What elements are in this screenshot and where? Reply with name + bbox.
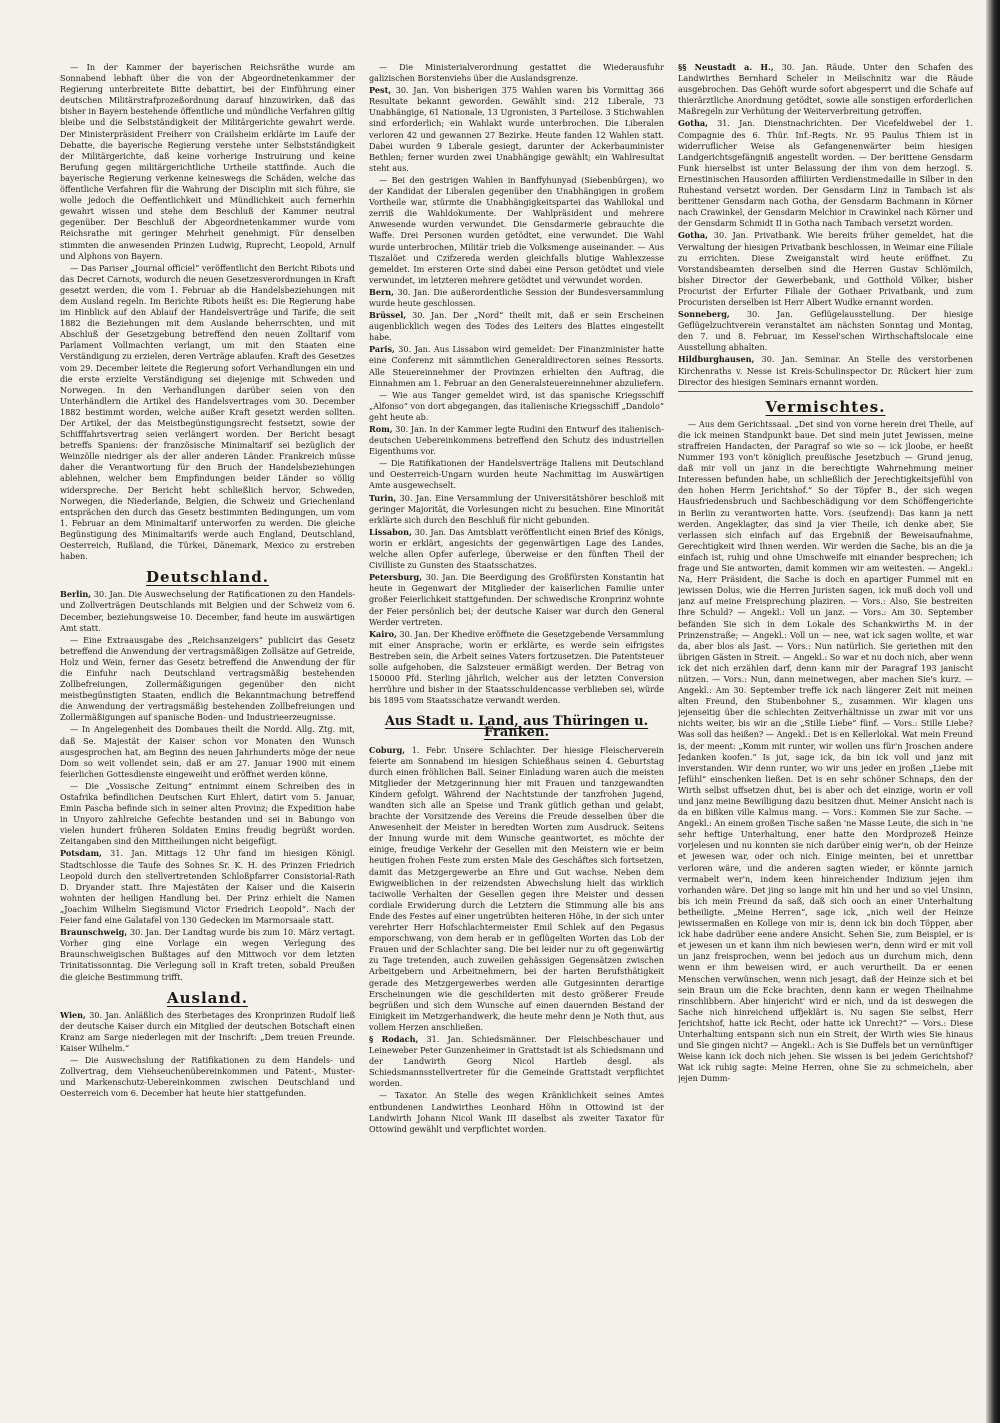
news-item	[369, 572, 664, 627]
dateline: Gotha,	[678, 230, 708, 241]
news-item	[60, 927, 355, 982]
dateline: Petersburg,	[369, 572, 423, 583]
dateline: Berlin,	[60, 589, 92, 600]
news-item-text: 30. Jan. Die Auswechselung der Ratificationen zu den Handels- und Zollverträgen Deutschlands mit Belgien und der Schweiz vom 6. December, beziehungsweise 10. December, fand heute im auswärtigen Amt statt.	[60, 589, 355, 633]
dateline: Brüssel,	[369, 310, 407, 321]
dateline: Pest,	[369, 85, 392, 96]
article-paragraph: — Eine Extraausgabe des „Reichsanzeigers“ publicirt das Gesetz betreffend die Anwendung der vertragsmäßigen Zollsätze auf Getreide, Holz und Wein, ferner das Gesetz betreffend die Anwendung der für die Einfuhr nach Deutschland vertragsmäßig bestehenden Zollbefreiungen, Zollermäßigungen gegenüber den nicht meistbegünstigten Staaten, endlich die Bekanntmachung betreffend die Anwendung der vertragsmäßig bestehenden Zollbefreiungen und Zollermäßigungen auf spanische Boden- und Industrieerzeugnisse.	[60, 634, 355, 723]
dateline: Gotha,	[678, 118, 708, 129]
news-item	[369, 527, 664, 571]
section-heading: Aus Stadt u. Land, aus Thüringen u. Franken.	[384, 714, 649, 741]
news-item	[369, 310, 664, 343]
news-item-text: 31. Jan. Dienstnachrichten. Der Vicefeldwebel der 1. Compagnie des 6. Thür. Inf.-Regts. Nr. 95 Paulus Thiem ist in widerruflicher Weise als Gefangenenwärter beim hiesigen Landgerichtsgefängniß angestellt worden. — Der berittene Gensdarm Funk hierselbst ist unter Belassung der ihm von dem herzogl. S. Ernestinischen Hausorden affiliirten Verdienstmedaille in Silber in den Ruhestand versetzt worden. Der Gensdarm Linz in Tambach ist als berittener Gensdarm nach Gotha, der Gensdarm Bachmann in Körner nach Crawinkel, der Gensdarm Melchior in Crawinkel nach Körner und der Gensdarm Schmidt II in Gotha nach Tambach versetzt worden.	[678, 118, 973, 229]
news-item	[369, 745, 664, 1033]
dateline: Wien,	[60, 1009, 86, 1020]
section-divider	[678, 391, 973, 392]
news-item-text: 30. Jan. Seminar. An Stelle des verstorbenen Kirchenraths v. Nesse ist Kreis-Schulinspector Dr. Rückert hier zum Director des hiesigen Seminars ernannt worden.	[678, 354, 973, 387]
news-item	[369, 344, 664, 388]
news-item-text: 31. Jan. Schiedsmänner. Der Fleischbeschauer und Leineweber Peter Gunzenheimer in Grattstadt ist als Schiedsmann und der Landwirth Georg Nicol Hartleb desgl. als Schiedsmannsstellvertreter für die Gemeinde Grattstadt verpflichtet worden.	[369, 1033, 664, 1089]
dateline: Hildburghausen,	[678, 354, 755, 365]
article-paragraph: — Die „Vossische Zeitung“ entnimmt einem Schreiben des in Ostafrika befindlichen Deutschen Kurt Ehlert, datirt vom 5. Januar, Emin Pascha befinde sich in seiner alten Provinz; die Expedition habe in Unyoro zahlreiche Gefechte bestanden und sei in Babungo von vielen hundert früheren Soldaten Emins freudig begrüßt worden. Zeitangaben sind den Mittheilungen nicht beigefügt.	[60, 780, 355, 847]
dateline: §§ Neustadt a. H.,	[678, 62, 774, 72]
article-paragraph: — Die Ratifikationen der Handelsverträge Italiens mit Deutschland und Oesterreich-Ungarn wurden heute Nachmittag im Auswärtigen Amte ausgewechselt.	[369, 458, 664, 491]
news-item-text: 30. Jan. Der Khedive eröffnete die Gesetzgebende Versammlung mit einer Ansprache, worin er erklärte, es werde sein eifrigstes Bestreben sein, die Arbeit seines Vaters fortzusetzen. Die Patentsteuer solle aufgehoben, die Salzsteuer ermäßigt werden. Der Betrag von 150000 Pfd. Sterling jährlich, welcher aus der letzten Conversion herrühre und bisher in der Staatsschuldencasse verblieben sei, würde bis 1895 vom Staatsschatze verwandt werden.	[369, 628, 664, 706]
dateline: Potsdam,	[60, 848, 102, 859]
dateline: Turin,	[369, 492, 397, 503]
article-paragraph: — Aus dem Gerichtssaal. „Det sind von vorne herein drei Theile, auf die ick meinen Standpunkt baue. Det sind mein jutet Jewissen, meine straffreien Handacten, der Paragraf so wie so — ick jloobe, er heeßt Nummer 193 von't königlich preußische Jesetzbuch — Grund jenug, daß mir voll un janz in die berechtigte Wahrnehmung meiner Interessen befunden habe, un schließlich der Jerechtigkeitsjefühl von den hohen Herrn Jerichtshof.“ So der Töpfer B., der sich wegen Hausfriedensbruch und Sachbeschädigung vor dem Schöffengerichte in Berlin zu verantworten hatte. Vors. (seufzend): Das kann ja nett werden. Angeklagter, das sind ja vier Theile, ich denke aber, Sie verlassen sich einfach auf das Ergebniß der Beweisaufnahme, Gerechtigkeit wird Ihnen werden. Wir werden die Sache, bis an die ja einfach ist, ruhig und ohne Umschweife mit einander besprechen; ich frage und Sie antworten, damit kommen wir am weitesten. — Angekl.: Na, Herr Präsident, die Sache is doch en apartiger Fummel mit en jewissen Dolus, wie die Herren Juristen sagen, ick muß doch voll und janz auf meine Freisprechung plaziren. — Vors.: Also, Sie bestreiten Ihre Schuld? — Angekl.: Voll un janz. — Vors.: Am 30. September befanden Sie sich in dem Lokale des Schankwirths M. in der Prinzenstraße; — Angekl.: Voll un — nee, wat ick sagen wollte, et war da, aber blos als Jast. — Vors.: Nun natürlich. Sie geriethen mit den übrigen Gästen in Streit. — Angekl.: So war et nu doch nich, aber wenn ick det nich erzählen darf, denn kann mir der Paragraf 193 janischt nützen. — Vors.: Nun, dann meinetwegen, aber machen Sie's kurz. — Angekl.: Am 30. September treffe ick nach längerer Zeit mit meinen alten Freund, den Stubenbohner S., zusammen. Wir klagen uns jejenseitig über die schlechten Zeitverhältnisse un zwar mit vor uns nichts weiter, bis wir an die „Stille Liebe“ fünf. — Vors.: Stille Liebe? Was soll das heißen? — Angekl.: Det is en Kellerlokal. Wat mein Freund is, der meent: „Komm mit runter, wir wollen uns für'n Jroschen andere Jedanken koofen.“ Is jut, sage ick, da bin ick voll und janz mit inverstanden. Wir denn runter, wo wir uns jeder en jroßen „Liebe mit Jefühl“ einschenken ließen. Det is en sehr schöner Schnaps, den der Wirth selbst uffsetzen dhut, bei is aber och det einzige, worin er voll und janz meine Bewilligung dazu besitzen dhut. Meiner Ansicht nach is da en bißken ville Kalmus mang. — Vors.: Kommen Sie zur Sache. — Angekl.: An einem großen Tische saßen 'ne Masse Leute, die sich in 'ne sehr heftige Unterhaltung, ener hatte den Mordprozeß Heinze vorjelesen und nu konnten sie nich darüber einig wer'n, ob der Heinze et jewesen war, oder och nich. Einige meinten, bei et unrettbar verloren wäre, und die anderen sagten wieder, er könnte jarnich vermabelt wer'n, indem keen hinreichender Indizium jejen ihm vorhanden wäre. Det jing so lange mit hin und her und so viel Unsinn, bis ich mein Freund da saß, daß sich ooch an einer Unterhaltung betheiligte. „Meine Herren“, sage ick, „nich weil der Heinze jewissermaßen en Kollege von mir is, denn ick bin doch Töpper, aber ick habe dadrüber eene andere Ansicht. Sehen Sie, zum Beispiel, er is et jewesen un et kann ihm nich bewiesen wer'n, denn wird er mit voll un janz freisprochen, wenn bei jedoch aus un durchum mich, denn wenn er ihm beweisen wird, er auch verurtheilt. Da er eenen Menschen verwünschen, wenn nich jesagt, daß der Heinze sich et bei sein Braun um die Ecke brachten, denn kann er wegen Theilnahme rinschlibbern. Aber hinjericht' wird er nich, und da ist deswegen die Sache nich hinreichend uffjeklärt is. Nu sagen Sie selbst, Herr Jerichtshof, hatte ick Recht, oder hatte ick Unrecht?“ — Vors.: Diese Unterhaltung entspann sich nun ein Streit, der Wirth wies Sie hinaus und Sie gingen nicht? — Angekl.: Ach is Sie Duffels bet un vernünftiger Weise kann ick doch nich jehen. Sie wissen is bei jedem Gerichtshof? Wat ick ruhig sagte: Meine Herren, ohne Sie zu schmeicheln, aber jejen Dumm-	[678, 418, 973, 1084]
news-item	[678, 118, 973, 229]
dateline: § Rodach,	[369, 1033, 419, 1044]
news-item	[369, 629, 664, 707]
news-item	[369, 493, 664, 526]
news-item-text: 31. Jan. Mittags 12 Uhr fand im hiesigen Königl. Stadtschlosse die Taufe des Sohnes Sr. K. H. des Prinzen Friedrich Leopold durch den stellvertretenden Schloßpfarrer Consistorial-Rath D. Dryander statt. Ihre Majestäten der Kaiser und die Kaiserin wohnten der heiligen Handlung bei. Der Prinz erhielt die Namen „Joachim Wilhelm Siegismund Victor Friedrich Leopold“. Nach der Feier fand eine Galatafel von 130 Gedecken im Marmorsaale statt.	[60, 848, 355, 926]
dateline: Paris,	[369, 344, 395, 355]
news-item	[678, 230, 973, 308]
news-item-text: 30. Jan. In der Kammer legte Rudini den Entwurf des italienisch-deutschen Uebereinkommens betreffend den Schutz des industriellen Eigenthums vor.	[369, 424, 664, 457]
column-right	[678, 62, 973, 1407]
news-item	[60, 848, 355, 926]
news-item	[678, 354, 973, 387]
news-item-text: 30. Jan. Der „Nord“ theilt mit, daß er sein Erscheinen augenblicklich wegen des Todes des Leiters des Blattes eingestellt habe.	[369, 310, 664, 343]
article-paragraph: — In der Kammer der bayerischen Reichsräthe wurde am Sonnabend lebhaft über die von der Abgeordnetenkammer der Regierung unterbreitete Bitte debattirt, bei der Einführung einer deutschen Militärstrafprozeßordnung darauf hinzuwirken, daß das bisher in Bayern bestehende öffentliche und mündliche Verfahren giltig bleibe und die Selbstständigkeit der Militärgerichte gewahrt werde. Der Ministerpräsident Freiherr von Crailsheim erklärte im Laufe der Debatte, die bayerische Regierung verstehe unter Selbstständigkeit der Militärgerichte, daß keine vorherige Instruirung und keine Berufung gegen militärgerichtliche Urtheile stattfinde. Auch die bayerische Regierung verkenne keineswegs die Schäden, welche das öffentliche Verfahren für die Wahrung der Disciplin mit sich führe, sie wolle jedoch die Oeffentlichkeit und Mündlichkeit auch fernerhin gewahrt wissen und stehe dem Beschluß der Kammer neutral gegenüber. Der Beschluß der Abgeordnetenkammer wurde vom Reichsrathe mit geringer Mehrheit genehmigt. Für denselben stimmten die anwesenden Prinzen Ludwig, Ruprecht, Leopold, Arnulf und Alphons von Bayern.	[60, 62, 355, 261]
dateline: Sonneberg,	[678, 309, 730, 320]
news-item	[369, 287, 664, 309]
news-item-text: 30. Jan. Von bisherigen 375 Wahlen waren bis Vormittag 366 Resultate bekannt geworden. Gewählt sind: 212 Liberale, 73 Unabhängige, 61 Nationale, 13 Ugronisten, 3 Parteilose. 3 Stichwahlen sind erforderlich; ein Wahlakt wurde unterbrochen. Die Liberalen verloren 42 und gewannen 27 Bezirke. Heute fanden 12 Wahlen statt. Dabei wurden 9 Liberale gesiegt, darunter der Ackerbauminister Bethlen; ferner wurden zwei Unabhängige gewählt; ein Wahlresultat steht aus.	[369, 85, 664, 173]
dateline: Kairo,	[369, 628, 397, 639]
article-paragraph: — Die Ministerialverordnung gestattet die Wiederausfuhr galizischen Borstenviehs über die Auslandsgrenze.	[369, 62, 664, 84]
news-item-text: 30. Jan. Geflügelausstellung. Der hiesige Geflügelzuchtverein veranstaltet am nächsten Sonntag und Montag, den 7. und 8. Februar, im Kessel'schen Wirthschaftslocale eine Ausstellung abhalten.	[678, 309, 973, 353]
news-item-text: 30. Jan. Die außerordentliche Session der Bundesversammlung wurde heute geschlossen.	[369, 286, 664, 308]
column-middle	[369, 62, 664, 1407]
section-heading: Vermischtes.	[765, 397, 886, 416]
news-item-text: 30. Jan. Aus Lissabon wird gemeldet: Der Finanzminister hatte eine Conferenz mit sämmtlichen Generaldirectoren seines Ressorts. Alle Steuereinnehmer der Provinzen erhielten den Auftrag, die Einnahmen am 1. Februar an den Generalsteuereinnehmer abzuliefern.	[369, 344, 664, 388]
article-paragraph: — Die Auswechslung der Ratifikationen zu dem Handels- und Zollvertrag, dem Viehseuchenübereinkommen und Patent-, Muster- und Markenschutz-Uebereinkommen zwischen Deutschland und Oesterreich vom 6. December hat heute hier stattgefunden.	[60, 1055, 355, 1099]
column-left	[60, 62, 355, 1407]
article-paragraph: — Bei den gestrigen Wahlen in Banffyhunyad (Siebenbürgen), wo der Kandidat der Liberalen gegenüber den Unabhängigen in großem Vortheile war, stürmte die Unabhängigkeitspartei das Wahllokal und zerriß die Wahldokumente. Der Wahlpräsident und mehrere Anwesende wurden verwundet. Die Gensdarmerie gebrauchte die Waffe. Drei Personen wurden getödtet, eine verwundet. Die Wahl wurde unterbrochen, Militär trieb die Volksmenge auseinander. — Aus Tiszalöet und Czifzereda werden gleichfalls blutige Wahlexzesse gemeldet. Im ersteren Orte sind dabei eine Person getödtet und viele verwundet, im letzteren mehrere getödtet und verwundet worden.	[369, 174, 664, 285]
dateline: Coburg,	[369, 744, 406, 755]
news-item	[678, 309, 973, 353]
news-item	[369, 424, 664, 457]
news-item-text: 30. Jan. Der Landtag wurde bis zum 10. März vertagt. Vorher ging eine Vorlage ein wegen Verlegung des Braunschweigischen Bußtages auf den Mittwoch vor dem letzten Trinitatissonntag. Die Verlegung soll in Kraft treten, sobald Preußen die gleiche Bestimmung trifft.	[60, 927, 355, 982]
news-item	[369, 1034, 664, 1089]
section-heading: Deutschland.	[146, 568, 269, 587]
article-paragraph: — Taxator. An Stelle des wegen Kränklichkeit seines Amtes entbundenen Landwirthes Leonhard Höhn in Ottowind ist der Landwirth Johann Nicol Wank III daselbst als zweiter Taxator für Ottowind gewählt und verpflichtet worden.	[369, 1090, 664, 1134]
dateline: Rom,	[369, 424, 393, 434]
page-edge-shadow	[986, 0, 1000, 1423]
news-item-text: 30. Jan. Die Beerdigung des Großfürsten Konstantin hat heute in Gegenwart der Mitglieder der kaiserlichen Familie unter großer Feierlichkeit stattgefunden. Der schwedische Kronprinz wohnte der Feier persönlich bei; der deutsche Kaiser war durch den General Werder vertreten.	[369, 572, 664, 627]
article-paragraph: — Wie aus Tanger gemeldet wird, ist das spanische Kriegsschiff „Alfonso“ von dort abgegangen, das italienische Kriegsschiff „Dandolo“ geht heute ab.	[369, 389, 664, 422]
news-item-text: 30. Jan. Räude. Unter den Schafen des Landwirthes Bernhard Scheler in Meilschnitz war die Räude ausgebrochen. Das Gehöft wurde sofort abgesperrt und die Schafe auf thierärztliche Anordnung getödtet, sowie alle sonstigen erforderlichen Maßregeln zur Verhütung der Weiterverbreitung getroffen.	[678, 62, 973, 117]
news-item-text: 30. Jan. Privatbank. Wie bereits früher gemeldet, hat die Verwaltung der hiesigen Privatbank beschlossen, in Weimar eine Filiale zu errichten. Diese Zweiganstalt wird heute eröffnet. Zu Vorstandsbeamten derselben sind die Herren Gustav Schlömilch, bisher Director der Gewerbebank, und Gotthold Völker, bisher Procurist der Erfurter Filiale der Gothaer Privatbank, und zum Procuristen derselben ist Herr Albert Wudke ernannt worden.	[678, 230, 973, 307]
news-item	[60, 1010, 355, 1054]
section-heading: Ausland.	[166, 988, 249, 1007]
news-item-text: 30. Jan. Anläßlich des Sterbetages des Kronprinzen Rudolf ließ der deutsche Kaiser durch ein Mitglied der deutschen Botschaft einen Kranz am Sarge niederlegen mit der Inschrift: „Dem treuen Freunde. Kaiser Wilhelm.“	[60, 1009, 355, 1053]
news-item-text: 30. Jan. Das Amtsblatt veröffentlicht einen Brief des Königs, worin er erklärt, angesichts der gegenwärtigen Lage des Landes, welche allen Opfer auferlege, überweise er den fünften Theil der Civilliste zu Gunsten des Staatsschatzes.	[369, 526, 664, 571]
dateline: Braunschweig,	[60, 927, 128, 938]
article-paragraph: — In Angelegenheit des Dombaues theilt die Nordd. Allg. Ztg. mit, daß Se. Majestät der Kaiser schon vor Monaten den Wunsch ausgesprochen hat, am Beginn des neuen Jahrhunderts möge der neue Dom so weit vollendet sein, daß er am 27. Januar 1900 mit einem feierlichen Gottesdienste eingeweiht und eröffnet werden könne.	[60, 724, 355, 779]
article-paragraph: — Das Pariser „Journal officiel“ veröffentlicht den Bericht Ribots und das Decret Carnots, wodurch die neuen Gesetzesverordnungen in Kraft gesetzt werden, die vom 1. Februar ab die Handelsbeziehungen mit dem Ausland regeln. Im Berichte Ribots heißt es: Die Regierung habe im Hinblick auf den Ablauf der Handelsverträge und Tarife, die seit 1882 die Beziehungen mit dem Auslande beherrschten, und mit Abschluß der Gesetzgebung betreffend den neuen Zolltarif vom Parlament Vollmachten verlangt, um mit den Staaten eine Verständigung zu erzielen, deren Verträge ablaufen. Kraft des Gesetzes vom 29. December leitete die Regierung sofort Verhandlungen ein und die erste erzielte Verständigung sei diejenige mit Schweden und Norwegen. In den Verhandlungen darüber seien von den Unterhändlern die Artikel des Handelsvertrages vom 30. December 1882 bestimmt worden, welche außer Kraft gesetzt werden sollten. Der Artikel, der das Meistbegünstigungsrecht festsetzt, sowie der Schifffahrtsvertrag seien verlängert worden. Der Bericht besagt betreffs Spaniens: der französische Minimaltarif sei bezüglich der Weinzölle niedriger als der aller anderen Länder. Frankreich müsse daher die Verantwortung für den Bruch der Handelsbeziehungen ablehnen, welcher bem Empfindungen beider Länder so völlig widerspreche. Der Bericht hebt schließlich hervor, Schweden, Norwegen, die Niederlande, Belgien, die Schweiz und Griechenland entsprächen den durch das Gesetz bestimmten Bedingungen, um vom 1. Februar an dem Minimaltarif unterworfen zu werden. Die gleiche Begünstigung des Minimaltarifs werde auch England, Deutschland, Oesterreich, Rußland, die Türkei, Dänemark, Mexico zu erstreben haben.	[60, 262, 355, 562]
news-item-text: 1. Febr. Unsere Schlachter. Der hiesige Fleischerverein feierte am Sonnabend im hiesigen Schießhaus seinen 4. Geburtstag durch einen fröhlichen Ball. Seiner Einladung waren auch die meisten Mitglieder der Metzgerinnung hier mit Frauen und tanzgewandten Kindern gefolgt. Während der Nachtstunde der tanzfrohen Jugend, wandten sich alle an Speise und Trank gütlich gethan und gelabt, brachte der Vorsitzende des Vereins die Freude desselben über die Anwesenheit der Meister in beredten Worten zum Ausdruck. Seitens der Innung wurde mit dem Wunsche geantwortet, es möchte der einige, freudige Verkehr der Gesellen mit den Meistern wie er beim heutigen frohen Feste zum ersten Male des Geschäftes sich fortsetzen, damit das Metzgergewerbe an Ehre und Gut wachse. Neben dem Ewigweiblichen in der reizendsten Abwechslung hielt das wirklich taciwolle Verhalten der Gesellen gegen ihre Meister und dessen cordiale Erwiderung durch die Letztern die Stimmung alle bis ans Ende des Festes auf einer ungetrübten heiteren Höhe, in der sich unter verehrter Herr Hofschlachtermeister Emil Schlek auf den Pegasus emporschwang, von dem herab er in geflügelten Worten das Lob der Frauen und der Schlachter sang. Die bei leider nur zu oft gegenwärtig zu Tage tretenden, auch zuweilen gehässigen Gegensätzen zwischen Arbeitgebern und Arbeitnehmern, bei der harten Berufsthätigkeit gerade des Metzgergewerbes werden alle Gutgesinnten derartige Erscheinungen wie die geschilderten mit desto größerer Freude begrüßen und sich dem Wunsche auf einen dauernden Bestand der Einigkeit im Metzgerhandwerk, die heute mehr denn je Noth thut, aus vollem Herzen anschließen.	[369, 744, 664, 1032]
news-item	[60, 589, 355, 633]
dateline: Bern,	[369, 286, 394, 297]
news-item-text: 30. Jan. Eine Versammlung der Universitätshörer beschloß mit geringer Majorität, die Vorlesungen nicht zu besuchen. Eine Minorität erklärte sich durch den Beschluß für nicht gebunden.	[369, 492, 664, 525]
news-item	[678, 62, 973, 117]
news-item	[369, 85, 664, 174]
dateline: Lissabon,	[369, 526, 412, 537]
